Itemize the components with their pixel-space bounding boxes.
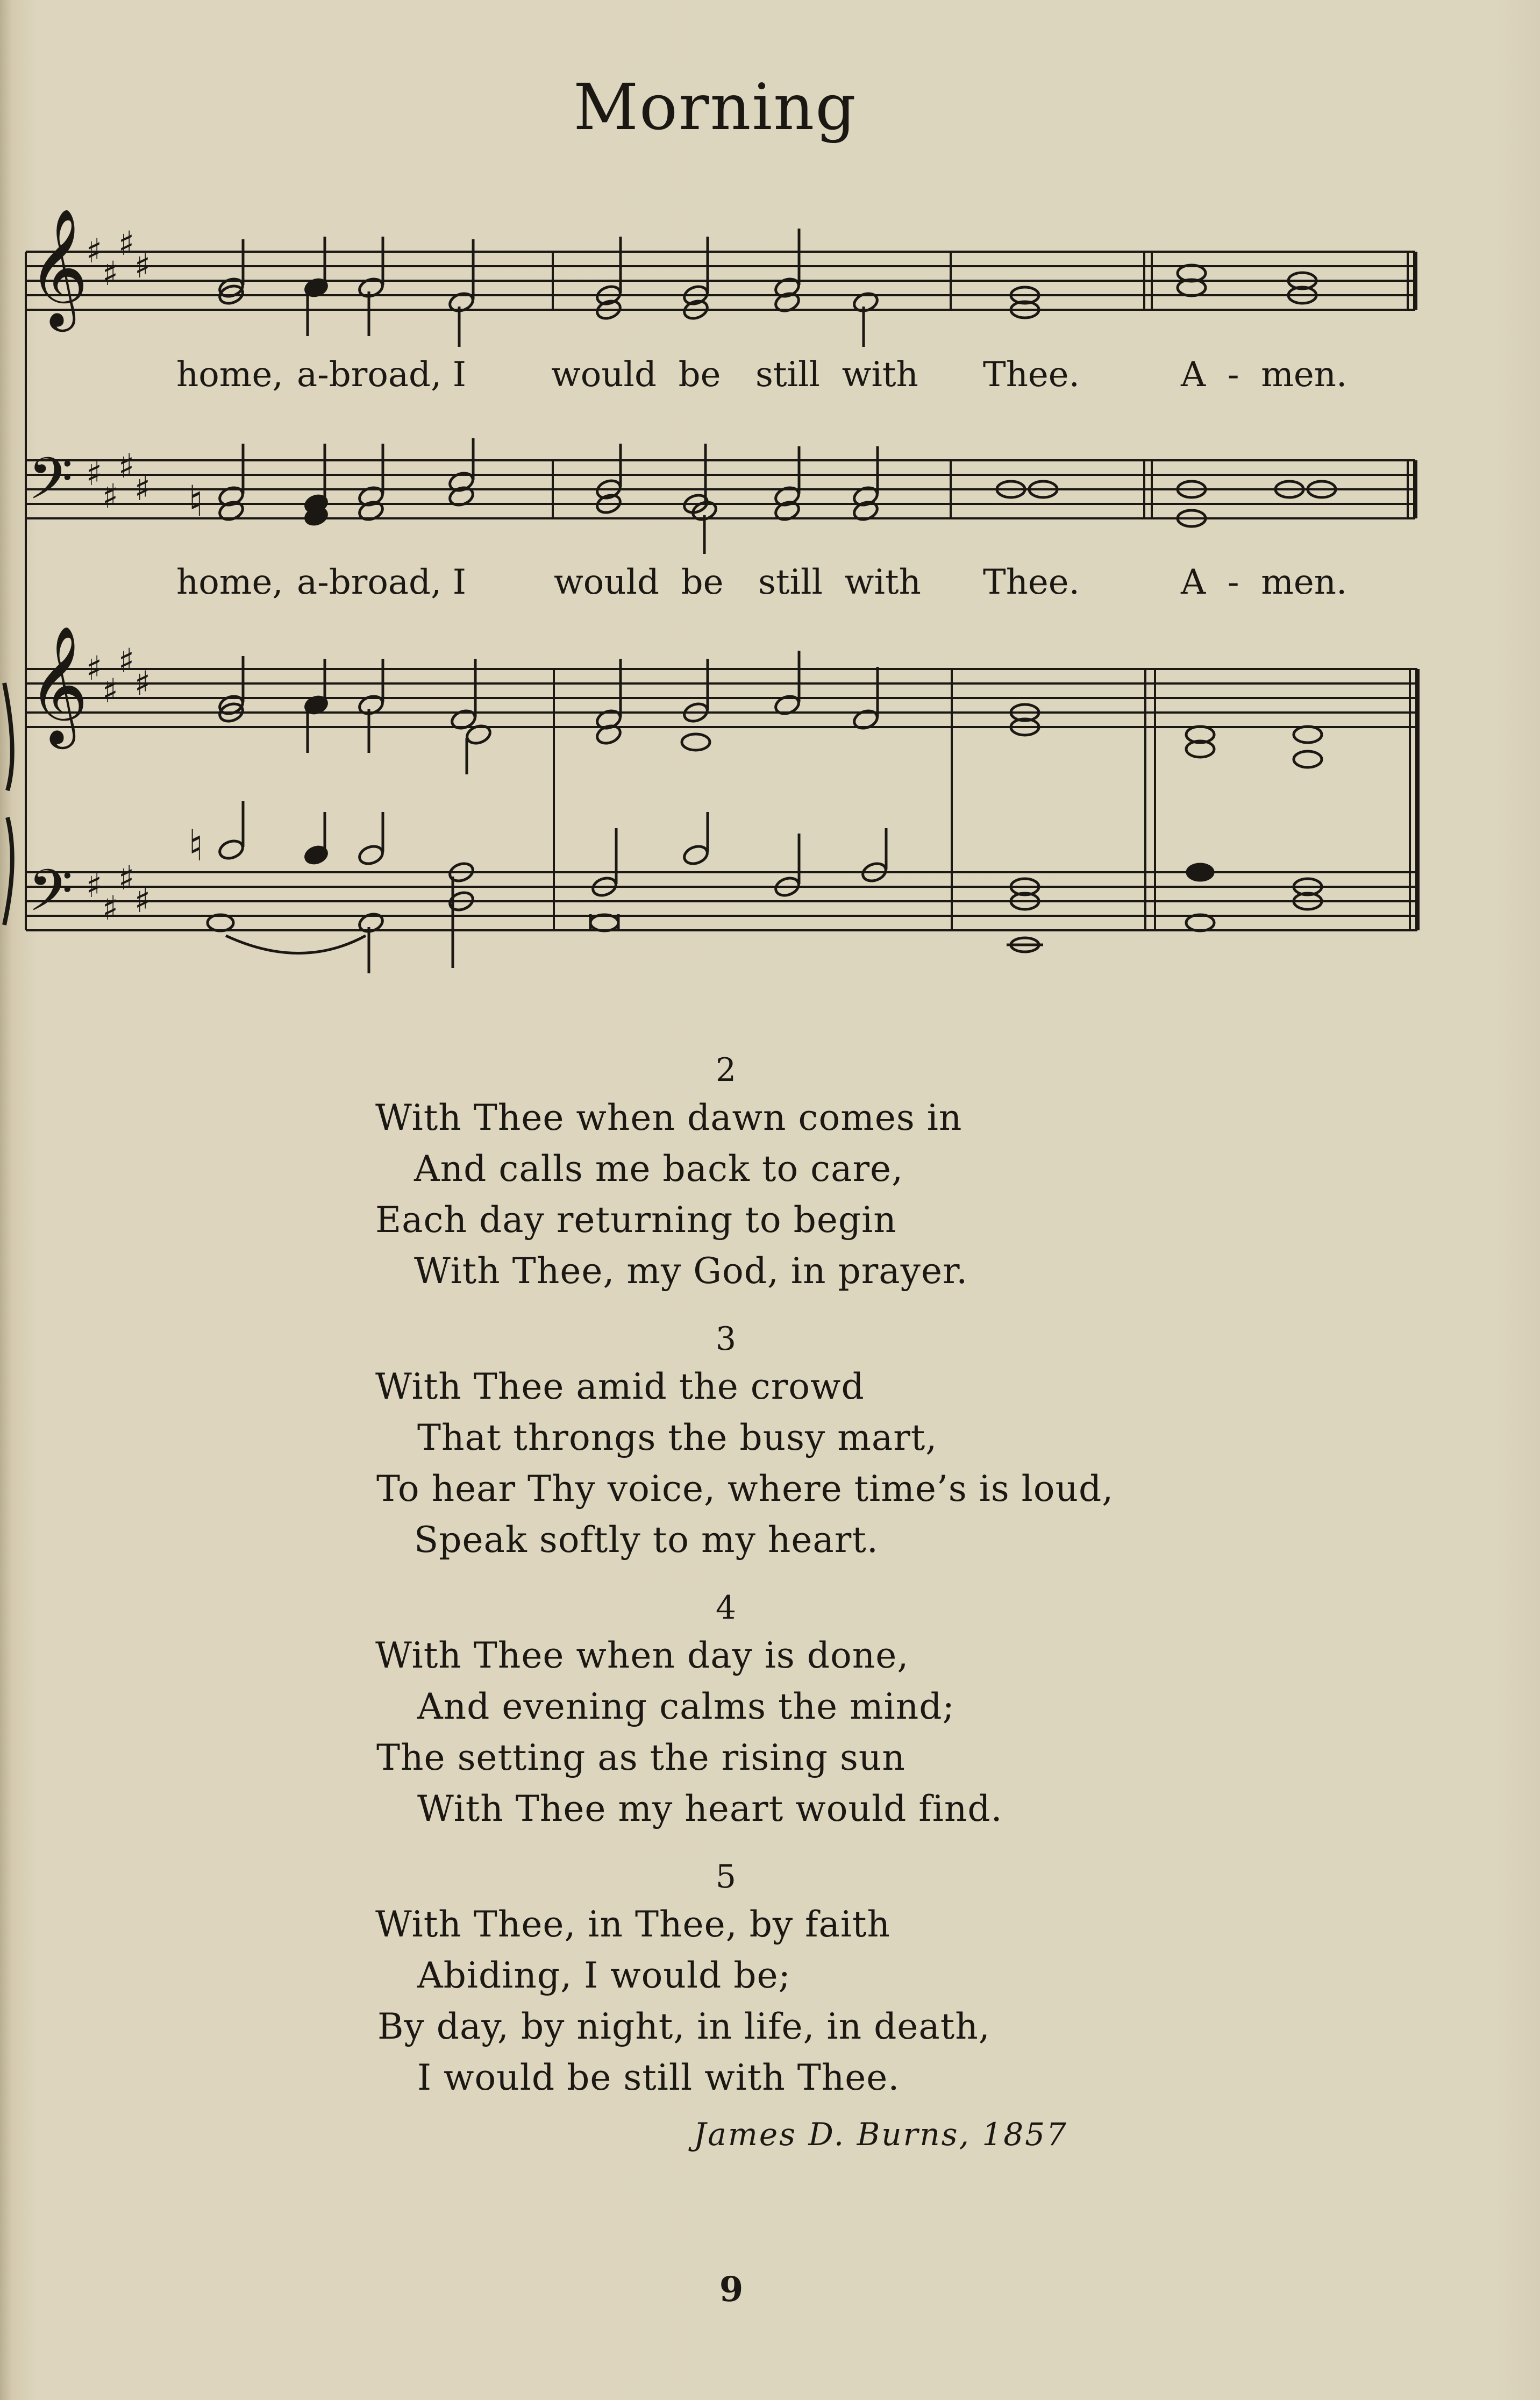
lyric-syllable: a-broad, I [297,562,466,602]
svg-text:♯: ♯ [118,641,135,680]
lyric-syllable: still with [755,355,918,395]
treble-clef-icon: 𝄞 [28,625,89,744]
verse-line: Each day returning to begin [375,1199,897,1241]
svg-text:♯: ♯ [86,649,103,688]
verse-line: With Thee, in Thee, by faith [375,1904,891,1945]
page-number: 9 [719,2269,744,2310]
bass-clef-icon: 𝄢 [28,857,73,938]
svg-text:♮: ♮ [188,821,204,871]
verse-line: With Thee amid the crowd [375,1366,865,1407]
svg-text:♯: ♯ [86,454,103,493]
bass-clef-icon: 𝄢 [28,445,73,526]
verse-line: By day, by night, in life, in death, [377,2006,990,2047]
verse-line: With Thee when day is done, [375,1635,909,1676]
verse-line: Abiding, I would be; [417,1955,791,1996]
verse-number: 3 [715,1320,737,1358]
lyric-syllable: Thee. [983,562,1080,602]
lyric-syllable: A - men. [1181,562,1348,602]
svg-text:♯: ♯ [134,664,151,703]
staff-treble-2 [26,669,1417,727]
svg-text:♯: ♯ [102,671,119,710]
verse-line: I would be still with Thee. [417,2057,900,2098]
svg-text:♯: ♯ [118,858,135,898]
barlines-lower [554,669,1417,930]
svg-text:♯: ♯ [102,888,119,928]
lyric-syllable: home, [176,562,283,602]
verse-line: And evening calms the mind; [417,1686,955,1727]
verse-line: With Thee when dawn comes in [375,1097,962,1138]
treble-clef-icon: 𝄞 [28,208,89,326]
music-notation [0,0,1540,1022]
svg-text:♯: ♯ [134,246,151,286]
verse-line: With Thee my heart would find. [417,1788,1003,1829]
key-signature-sharps [86,224,151,928]
svg-text:♯: ♯ [134,881,151,920]
svg-text:♯: ♯ [134,469,151,508]
verse-number: 2 [715,1051,737,1089]
lyric-syllable: Thee. [983,355,1080,395]
verse-line: With Thee, my God, in prayer. [414,1250,968,1292]
svg-text:♮: ♮ [188,476,204,526]
svg-text:♯: ♯ [102,476,119,516]
svg-text:♯: ♯ [86,231,103,270]
verse-number: 5 [715,1858,737,1896]
hymn-title: Morning [573,70,857,144]
verse-line: The setting as the rising sun [376,1737,906,1778]
lyric-syllable: home, [176,355,283,395]
author-credit: James D. Burns, 1857 [694,2116,1068,2153]
lyric-syllable: still with [758,562,921,602]
verse-line: That throngs the busy mart, [417,1417,938,1458]
lyric-syllable: a-broad, I [297,355,466,395]
verse-line: To hear Thy voice, where time’s is loud, [376,1468,1114,1509]
svg-text:♯: ♯ [86,866,103,905]
lyric-syllable: A - men. [1181,355,1348,395]
lyric-syllable: would be [551,355,721,395]
svg-text:♯: ♯ [102,254,119,293]
svg-text:♯: ♯ [118,446,135,486]
verse-number: 4 [715,1589,737,1627]
verse-line: And calls me back to care, [414,1148,904,1190]
verse-line: Speak softly to my heart. [414,1519,879,1561]
notes-staff-2 [188,438,1336,554]
svg-text:♯: ♯ [118,224,135,263]
lyric-syllable: would be [554,562,724,602]
